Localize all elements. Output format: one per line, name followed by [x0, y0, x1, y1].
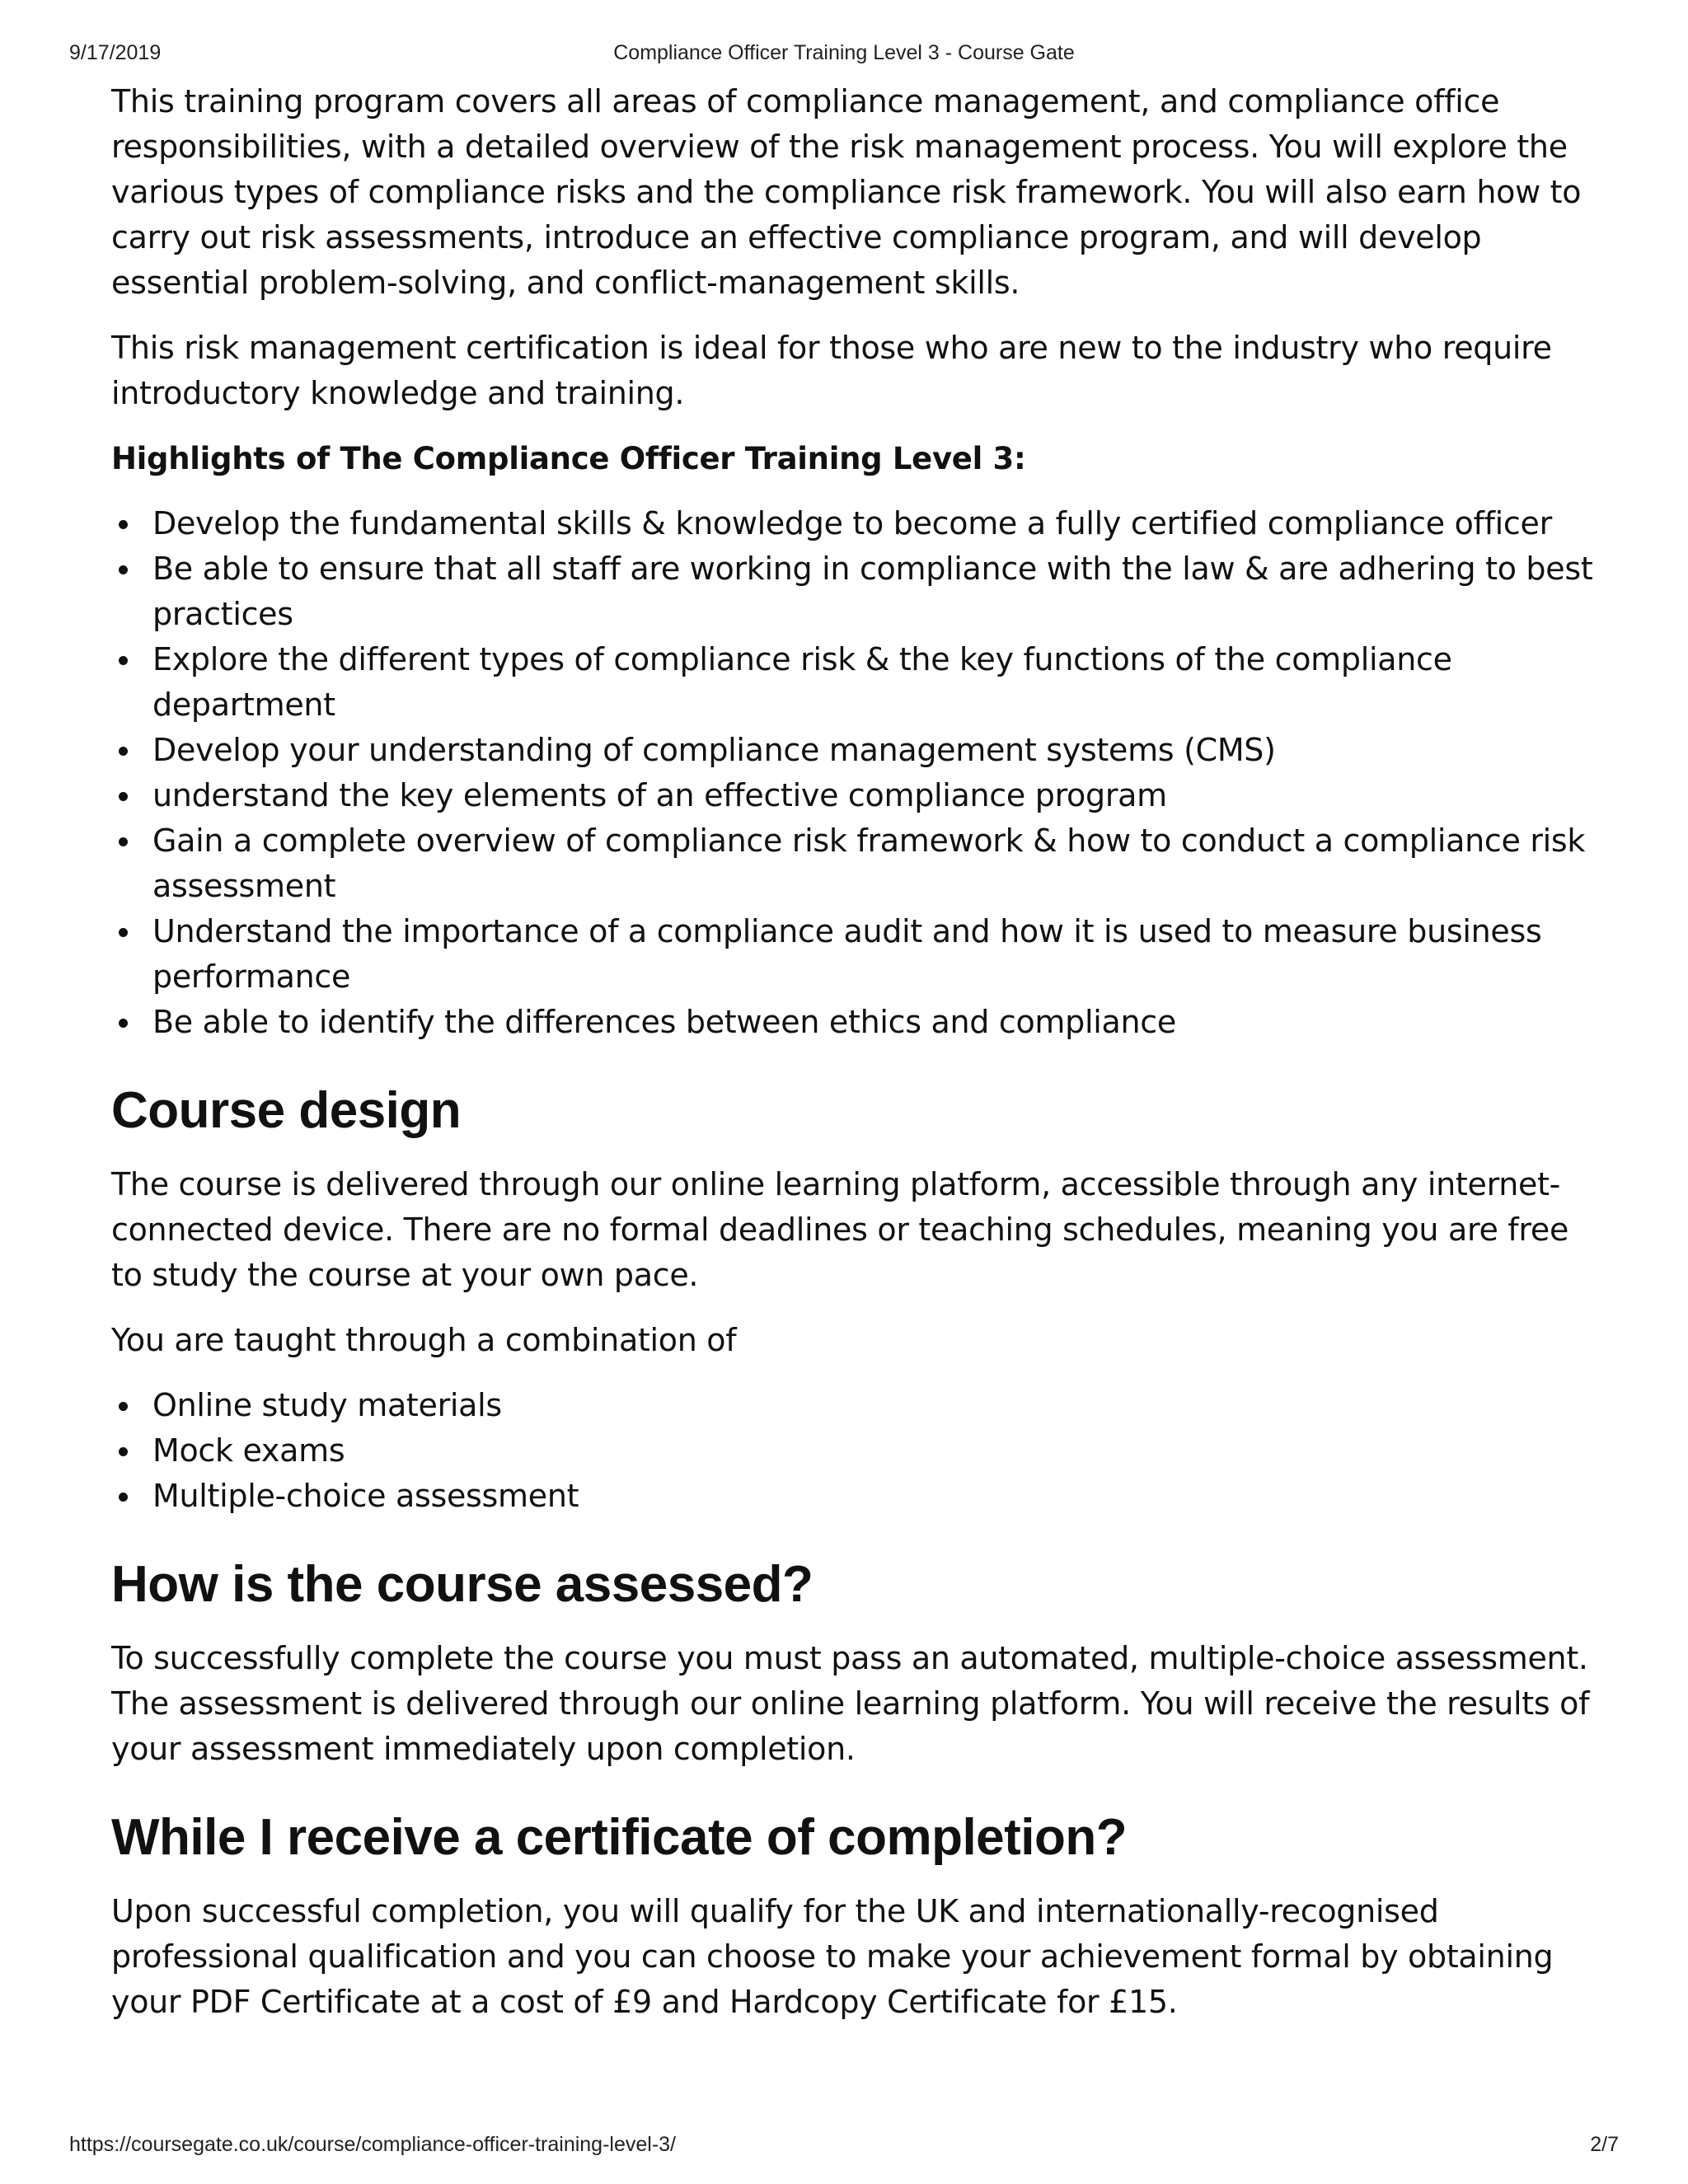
list-item: Mock exams — [111, 1428, 1595, 1474]
section-heading-assessment: How is the course assessed? — [111, 1556, 814, 1613]
highlights-list — [111, 501, 1595, 1045]
print-page-title: Compliance Officer Training Level 3 - Course Gate — [613, 41, 1075, 64]
list-item: Online study materials — [111, 1383, 1595, 1428]
list-item: understand the key elements of an effective compliance program — [111, 773, 1595, 818]
course-design-paragraph: The course is delivered through our online learning platform, accessible through any internet-connected device. There are no formal deadlines or teaching schedules, meaning you are free to study the course at your own pace. — [111, 1166, 1569, 1293]
list-item: Develop the fundamental skills & knowledge to become a fully certified compliance officer — [111, 501, 1595, 546]
list-item: Understand the importance of a compliance audit and how it is used to measure business performance — [111, 909, 1595, 1000]
list-item: Multiple-choice assessment — [111, 1474, 1595, 1519]
certificate-paragraph: Upon successful completion, you will qualify for the UK and internationally-recognised professional qualification and you can choose to make your achievement formal by obtaining your PDF Certificate at a cost of £9 and Hardcopy Certificate for £15. — [111, 1893, 1554, 2020]
list-item: Be able to ensure that all staff are working in compliance with the law & are adhering to best practices — [111, 546, 1595, 637]
print-page-number: 2/7 — [1590, 2133, 1619, 2156]
intro-paragraph: This risk management certification is ideal for those who are new to the industry who require introductory knowledge and training. — [111, 330, 1552, 411]
assessment-paragraph: To successfully complete the course you must pass an automated, multiple-choice assessment. The assessment is delivered through our online learning platform. You will receive the results of your assessment immediately upon completion. — [111, 1640, 1590, 1767]
list-item: Explore the different types of compliance risk & the key functions of the compliance department — [111, 637, 1595, 728]
highlights-heading: Highlights of The Compliance Officer Training Level 3: — [111, 441, 1026, 476]
list-item: Gain a complete overview of compliance risk framework & how to conduct a compliance risk assessment — [111, 818, 1595, 909]
section-heading-course-design: Course design — [111, 1082, 462, 1139]
intro-paragraph: This training program covers all areas of compliance management, and compliance office responsibilities, with a detailed overview of the risk management process. You will explore the various types of compliance risks and the compliance risk framework. You will also earn how to carry out risk assessments, introduce an effective compliance program, and will develop essential problem-solving, and conflict-management skills. — [111, 83, 1582, 301]
teaching-methods-list — [111, 1383, 1595, 1519]
list-item: Develop your understanding of compliance management systems (CMS) — [111, 728, 1595, 773]
course-design-paragraph: You are taught through a combination of — [111, 1322, 737, 1358]
print-date: 9/17/2019 — [69, 41, 162, 64]
print-header — [0, 41, 1688, 68]
print-url: https://coursegate.co.uk/course/compliance-officer-training-level-3/ — [69, 2133, 676, 2156]
section-heading-certificate: While I receive a certificate of completion? — [111, 1809, 1128, 1866]
page-content — [111, 79, 1595, 2045]
print-footer — [0, 2133, 1688, 2159]
list-item: Be able to identify the differences between ethics and compliance — [111, 1000, 1595, 1045]
